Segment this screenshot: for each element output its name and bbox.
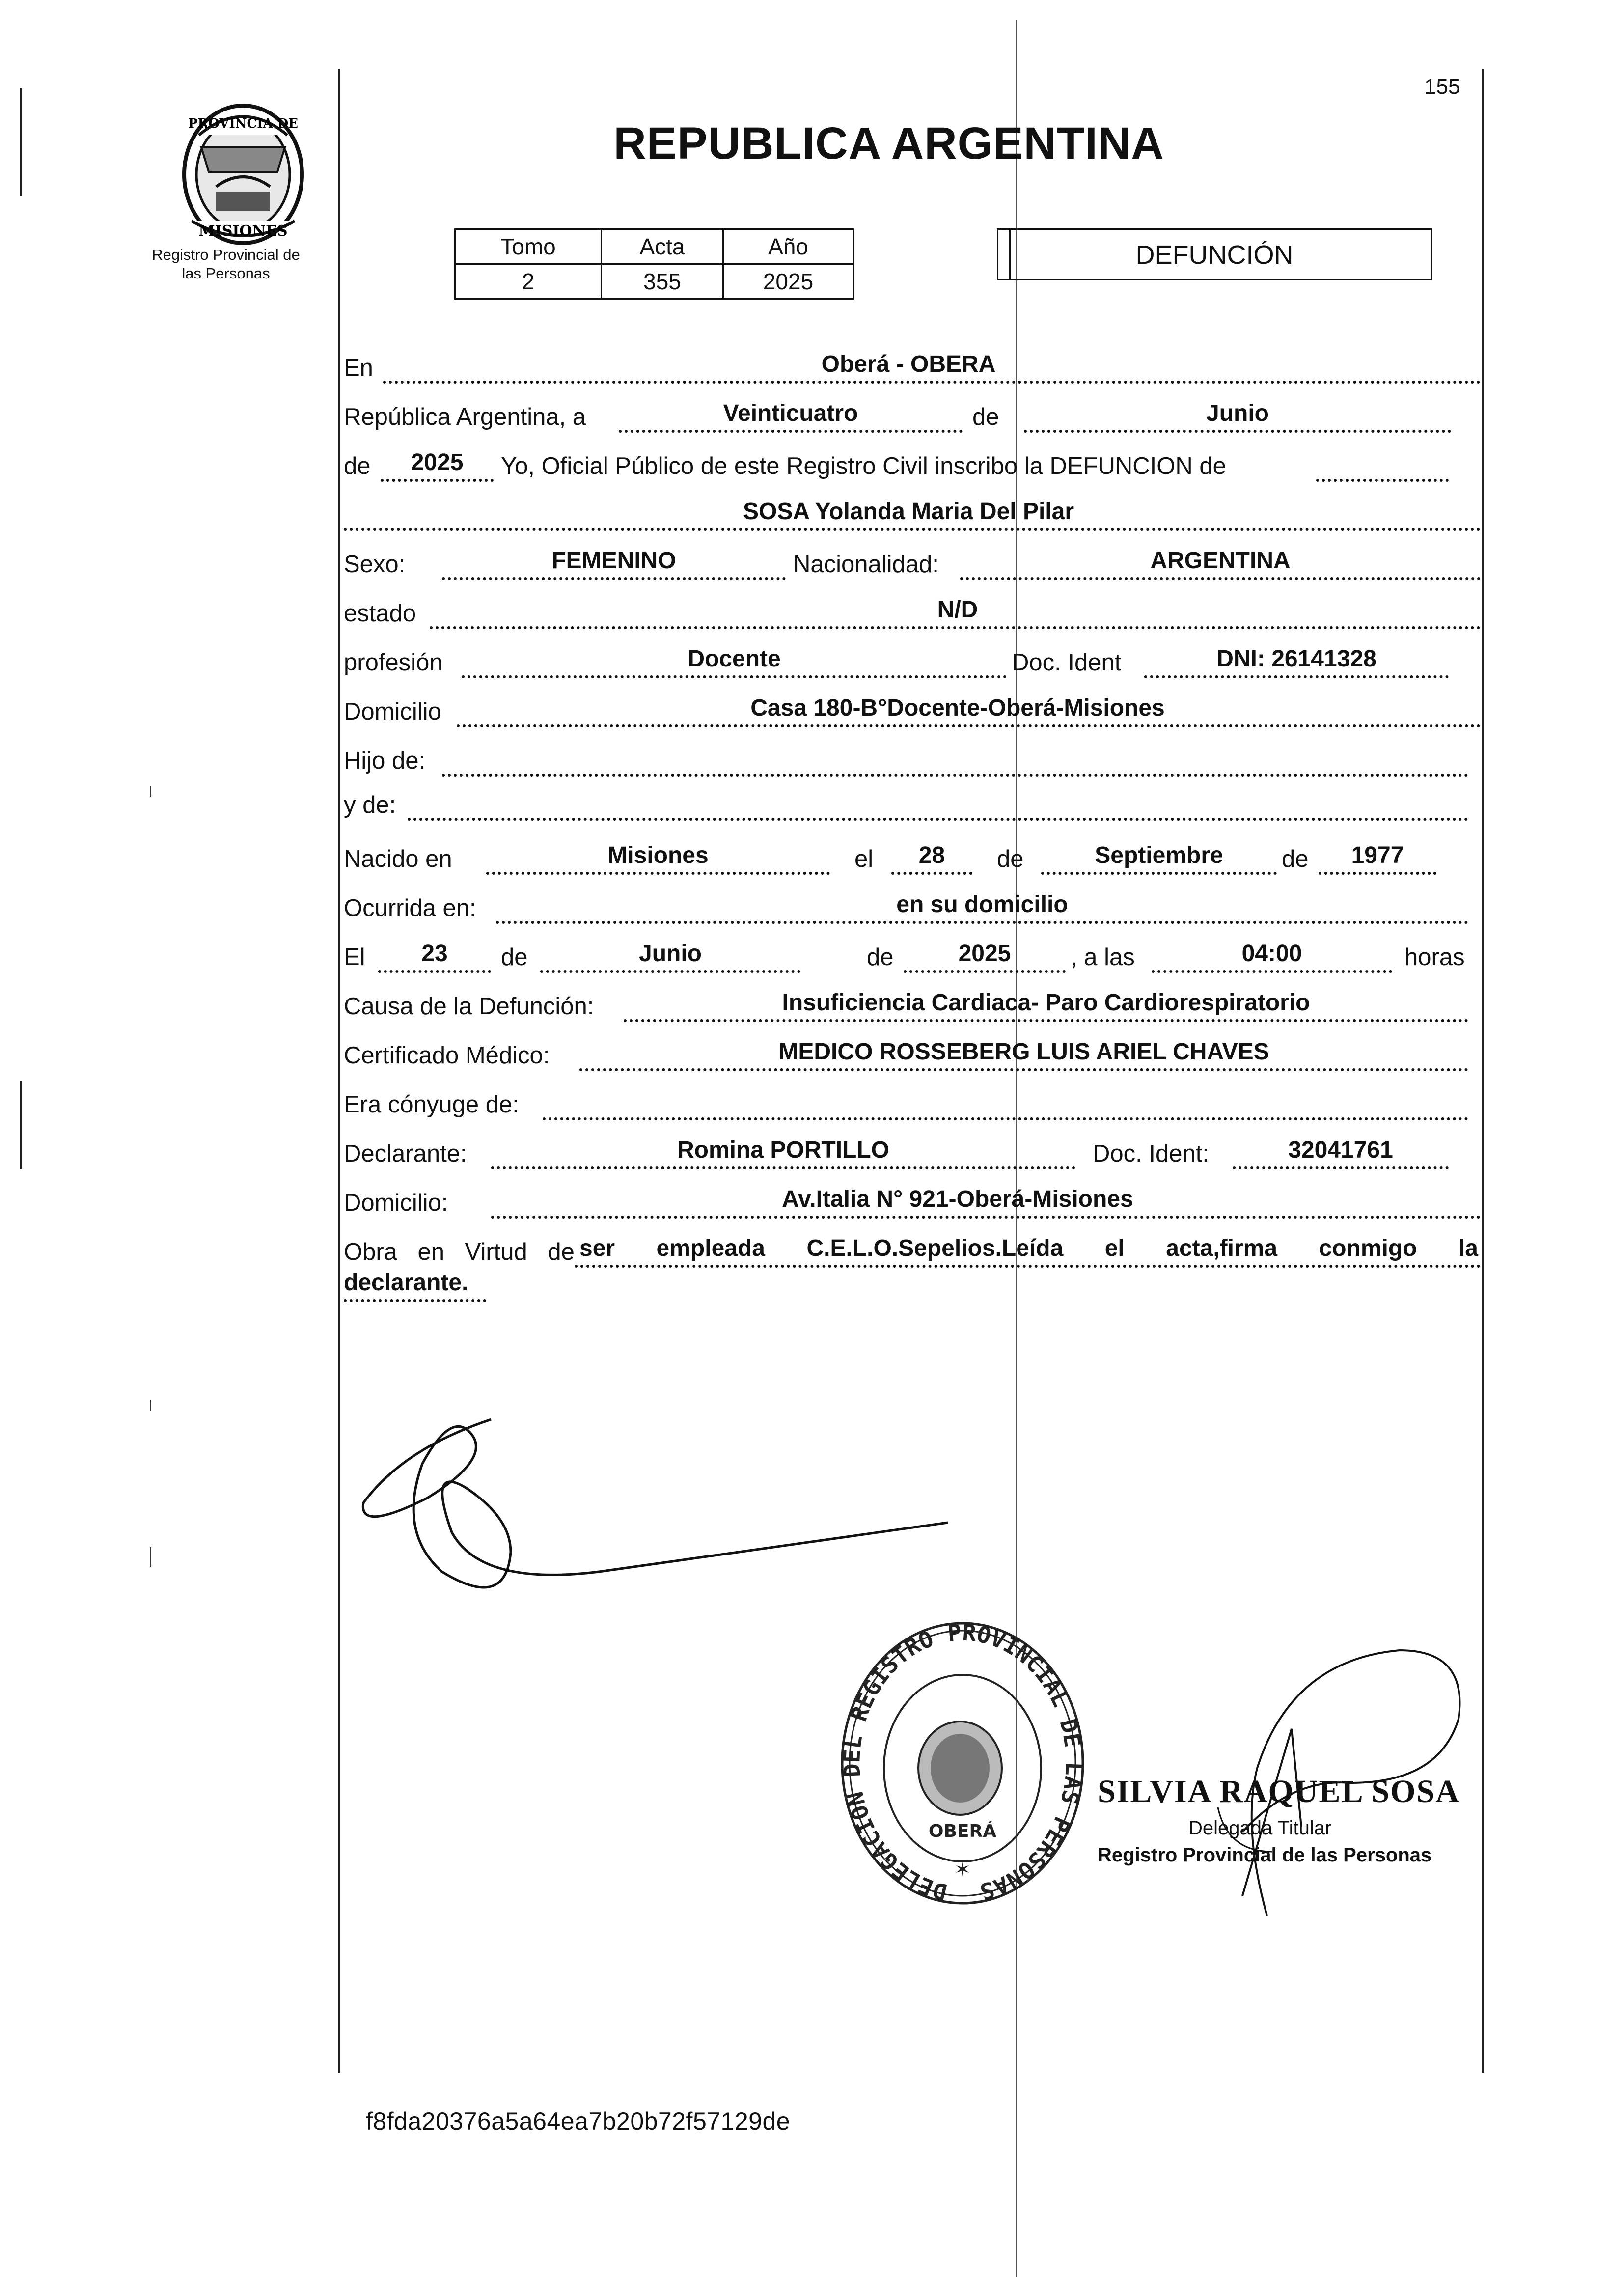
value-anio: 2025 [723, 264, 853, 299]
label-nacido-en: Nacido en [344, 846, 452, 872]
label-sexo: Sexo: [344, 551, 406, 578]
dotted-line [619, 430, 963, 433]
row-deceased-name [344, 499, 1483, 533]
dotted-line [491, 1166, 1075, 1169]
header-tomo: Tomo [455, 229, 602, 264]
row-sexo [344, 548, 1483, 582]
value-obra-line1: ser empleada C.E.L.O.Sepelios.Leída el acta,firma conmigo la [579, 1235, 1478, 1261]
value-tomo: 2 [455, 264, 602, 299]
row-ocurrida [344, 891, 1483, 926]
dotted-line [579, 1068, 1468, 1071]
registry-label [123, 246, 329, 283]
value-declarante-doc: 32041761 [1288, 1137, 1393, 1163]
value-obra-line2: declarante. [344, 1270, 468, 1296]
value-day-text: Veinticuatro [723, 400, 858, 426]
margin-mark [150, 1547, 151, 1567]
left-edge-mark [20, 1081, 22, 1169]
document-hash: f8fda20376a5a64ea7b20b72f57129de [366, 2108, 791, 2135]
dotted-line [1144, 675, 1449, 678]
value-deceased-name: SOSA Yolanda Maria Del Pilar [743, 499, 1074, 525]
svg-text:DELEGACION DEL REGISTRO PROVIN: DELEGACION DEL REGISTRO PROVINCIAL DE LAS PERSONAS [838, 1621, 1087, 1906]
value-certificado: MEDICO ROSSEBERG LUIS ARIEL CHAVES [778, 1039, 1269, 1065]
label-causa: Causa de la Defunción: [344, 993, 594, 1020]
dotted-line [462, 675, 1007, 678]
label-domicilio: Domicilio: [344, 1190, 448, 1216]
label-doc-ident: Doc. Ident: [1093, 1140, 1209, 1167]
value-estado: N/D [937, 597, 978, 623]
document-type: DEFUNCIÓN [1135, 240, 1294, 270]
value-dni: DNI: 26141328 [1216, 646, 1376, 672]
margin-mark [150, 1400, 151, 1411]
row-domicilio-declarante [344, 1186, 1483, 1221]
label-certificado: Certificado Médico: [344, 1042, 550, 1069]
dotted-line [543, 1117, 1468, 1120]
dotted-line [1041, 872, 1277, 875]
dotted-line [960, 577, 1481, 580]
value-domicilio-declarante: Av.Italia N° 921-Oberá-Misiones [782, 1186, 1133, 1212]
row-hijo-de [344, 744, 1483, 778]
label-estado: estado [344, 600, 416, 627]
dotted-line [1233, 1166, 1449, 1169]
value-nacionalidad: ARGENTINA [1150, 548, 1291, 574]
label-a-las: , a las [1071, 944, 1135, 971]
value-acta: 355 [602, 264, 723, 299]
value-year: 2025 [411, 449, 464, 475]
label-nacionalidad: Nacionalidad: [793, 551, 939, 578]
label-obra: Obra en Virtud de [344, 1239, 575, 1265]
document-type-box [997, 228, 1432, 280]
row-en [344, 351, 1483, 386]
row-obra [344, 1235, 1483, 1270]
row-y-de [344, 788, 1483, 823]
dotted-line [624, 1019, 1468, 1022]
svg-text:MISIONES: MISIONES [198, 222, 288, 240]
value-month: Junio [1206, 400, 1269, 426]
dotted-line [383, 381, 1481, 384]
margin-mark [150, 786, 151, 797]
row-nacido [344, 842, 1483, 877]
row-declarante [344, 1137, 1483, 1171]
row-republica [344, 400, 1483, 435]
row-domicilio [344, 695, 1483, 729]
dotted-line [381, 479, 494, 482]
official-role: Delegada Titular [1188, 1817, 1332, 1839]
dotted-line [1316, 479, 1449, 482]
dotted-line [430, 626, 1481, 629]
label-declarante: Declarante: [344, 1140, 467, 1167]
registry-label-line1: Registro Provincial de [152, 246, 300, 263]
declarant-signature [344, 1405, 958, 1616]
official-name: SILVIA RAQUEL SOSA [1098, 1774, 1460, 1809]
value-profesion: Docente [688, 646, 781, 672]
official-organization: Registro Provincial de las Personas [1098, 1844, 1432, 1866]
label-conyuge: Era cónyuge de: [344, 1091, 519, 1118]
row-year [344, 449, 1483, 484]
dotted-line [496, 921, 1468, 924]
dotted-line [344, 1299, 486, 1302]
misiones-coat-of-arms-logo [162, 88, 324, 250]
value-birth-year: 1977 [1351, 842, 1404, 868]
dotted-line [1024, 430, 1451, 433]
dotted-line [904, 970, 1066, 973]
label-el: el [854, 846, 874, 872]
record-table-value-row [455, 264, 853, 299]
value-birth-month: Septiembre [1095, 842, 1223, 868]
dotted-line [491, 1216, 1481, 1219]
label-domicilio: Domicilio [344, 698, 441, 725]
row-obra-continued [344, 1270, 1483, 1304]
value-death-month: Junio [639, 941, 702, 967]
value-declarante: Romina PORTILLO [677, 1137, 889, 1163]
dotted-line [378, 970, 491, 973]
value-ocurrida: en su domicilio [896, 891, 1068, 917]
label-republica: República Argentina, a [344, 404, 586, 430]
label-hijo-de: Hijo de: [344, 748, 426, 774]
left-margin-rule [338, 69, 340, 2073]
svg-text:✶: ✶ [954, 1859, 971, 1881]
row-profesion [344, 646, 1483, 680]
row-certificado [344, 1039, 1483, 1073]
label-en: En [344, 355, 373, 381]
value-place: Oberá - OBERA [821, 351, 996, 377]
left-edge-mark [20, 88, 22, 196]
svg-text:OBERÁ: OBERÁ [928, 1821, 997, 1841]
label-de: de [501, 944, 528, 971]
value-death-day: 23 [421, 941, 448, 967]
value-causa: Insuficiencia Cardiaca- Paro Cardiorespiratorio [782, 990, 1310, 1016]
registry-label-line2: las Personas [182, 265, 270, 282]
label-y-de: y de: [344, 792, 396, 818]
dotted-line [442, 774, 1468, 777]
dotted-line [408, 818, 1468, 821]
page-title: REPUBLICA ARGENTINA [613, 118, 1164, 168]
header-anio: Año [723, 229, 853, 264]
label-de: de [997, 846, 1024, 872]
dotted-line [540, 970, 800, 973]
svg-text:PROVINCIA DE: PROVINCIA DE [188, 116, 298, 131]
record-table-header-row [455, 229, 853, 264]
value-death-year: 2025 [958, 941, 1011, 967]
row-fecha [344, 941, 1483, 975]
label-el: El [344, 944, 365, 971]
label-horas: horas [1404, 944, 1465, 971]
label-de: de [867, 944, 894, 971]
value-sexo: FEMENINO [551, 548, 676, 574]
dotted-line [891, 872, 972, 875]
label-profesion: profesión [344, 649, 443, 676]
dotted-line [1152, 970, 1392, 973]
row-conyuge [344, 1088, 1483, 1122]
row-estado [344, 597, 1483, 631]
label-de: de [972, 404, 999, 430]
value-birth-day: 28 [918, 842, 945, 868]
dotted-line [442, 577, 786, 580]
label-inscription-text: Yo, Oficial Público de este Registro Civil inscribo la DEFUNCION de [501, 453, 1226, 479]
header-acta: Acta [602, 229, 723, 264]
dotted-line [575, 1265, 1481, 1268]
value-death-time: 04:00 [1241, 941, 1302, 967]
page-number: 155 [1424, 75, 1460, 99]
row-causa [344, 990, 1483, 1024]
label-ocurrida-en: Ocurrida en: [344, 895, 476, 921]
dotted-line [457, 724, 1481, 727]
value-birth-place: Misiones [607, 842, 709, 868]
dotted-line [486, 872, 830, 875]
record-table [454, 228, 854, 300]
dotted-line [1319, 872, 1436, 875]
dotted-line [344, 528, 1481, 531]
label-de: de [1282, 846, 1309, 872]
label-doc-ident: Doc. Ident [1012, 649, 1122, 676]
label-de: de [344, 453, 371, 479]
value-domicilio: Casa 180-B°Docente-Oberá-Misiones [750, 695, 1165, 721]
delegation-seal [835, 1621, 1090, 1916]
